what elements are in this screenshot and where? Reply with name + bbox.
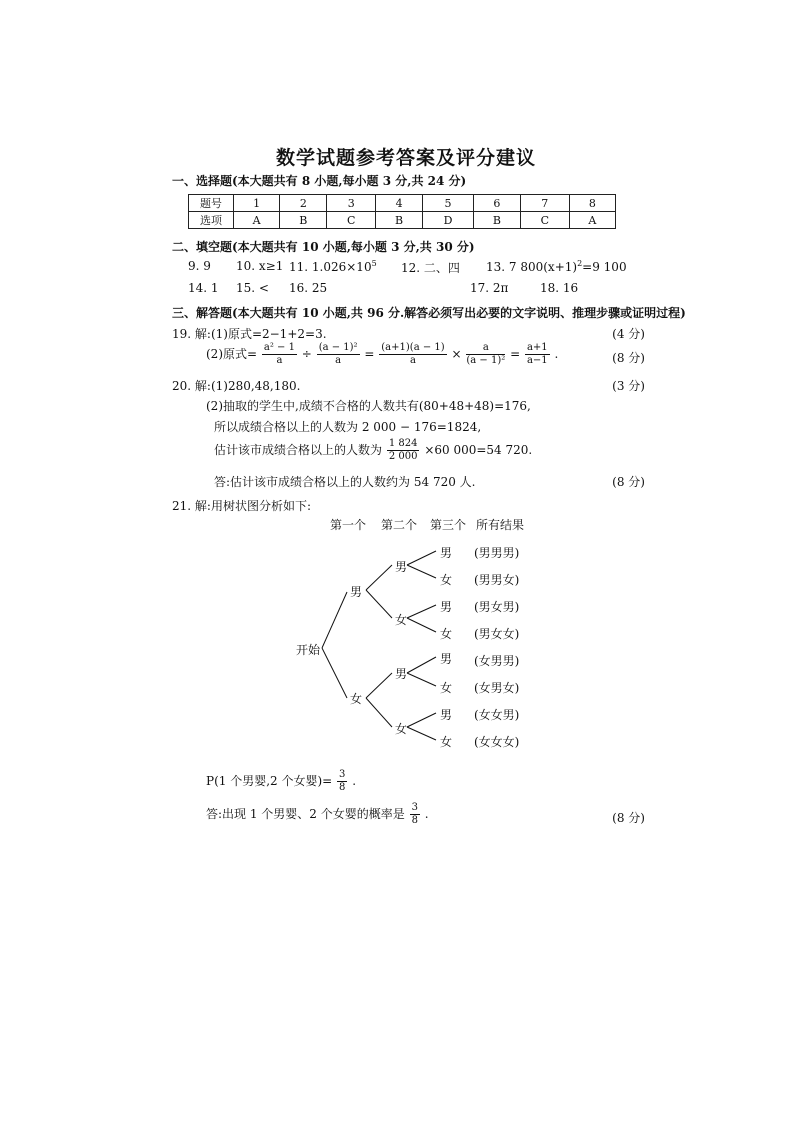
table-cell: 2 (280, 195, 327, 212)
q21-probability (206, 770, 356, 793)
table-cell: B (376, 212, 423, 229)
score-label: (8 分) (612, 811, 645, 825)
fraction (337, 770, 347, 793)
operator: × (451, 347, 462, 361)
numerator: a² − 1 (263, 342, 295, 353)
section1-heading: 一、选择题(本大题共有 8 小题,每小题 3 分,共 24 分) (172, 174, 467, 188)
branch-line (407, 727, 436, 740)
tree-node-level2: 女 (395, 722, 408, 736)
q20-line3: 所以成绩合格以上的人数为 2 000 − 176=1824, (214, 420, 482, 434)
tree-node-level3: 男 (440, 708, 453, 722)
numerator: 1 824 (388, 438, 418, 449)
tree-result: (男男女) (474, 573, 520, 587)
branch-line (407, 673, 436, 686)
branch-line (366, 673, 392, 698)
tree-node-level2: 男 (395, 560, 408, 574)
fill-answer: 15. < (236, 281, 269, 295)
score-label: (8 分) (612, 475, 645, 489)
fill-answer: 11. 1.026×10 (289, 260, 372, 274)
branch-line (366, 590, 392, 618)
row-label-number: 题号 (189, 195, 234, 212)
fraction (410, 803, 420, 826)
table-cell: C (520, 212, 569, 229)
denominator: 2 000 (388, 451, 418, 462)
tree-node-level3: 女 (440, 573, 453, 587)
branch-line (322, 592, 347, 648)
fill-answer: 18. 16 (540, 281, 579, 295)
q19-part1: 19. 解:(1)原式=2−1+2=3. (172, 327, 327, 341)
tree-header: 第一个 (330, 518, 367, 532)
branch-line (366, 565, 392, 590)
branch-line (322, 648, 347, 698)
numerator: a+1 (526, 342, 548, 353)
tree-result: (女男女) (474, 681, 520, 695)
page-title: 数学试题参考答案及评分建议 (276, 147, 537, 169)
exponent: 2 (577, 259, 583, 268)
q20-part1: 20. 解:(1)280,48,180. (172, 379, 301, 393)
branch-line (407, 605, 436, 618)
operator: = (510, 347, 521, 361)
tree-result: (女女男) (474, 708, 520, 722)
tree-root: 开始 (296, 643, 321, 657)
numerator: 3 (411, 802, 418, 813)
tree-result: (男女男) (474, 600, 520, 614)
fill-answer: 10. x≥1 (236, 259, 284, 273)
exponent: 5 (371, 259, 377, 268)
table-cell: 6 (473, 195, 520, 212)
tree-node-level3: 女 (440, 681, 453, 695)
fill-answer: 13. 7 800(x+1) (486, 260, 578, 274)
numerator: (a+1)(a − 1) (381, 342, 445, 353)
tree-node-level3: 男 (440, 600, 453, 614)
operator: ÷ (301, 347, 312, 361)
tree-header: 所有结果 (476, 518, 525, 532)
branch-line (407, 713, 436, 727)
probability-prefix: P(1 个男婴,2 个女婴)= (206, 774, 333, 788)
denominator: 8 (339, 782, 346, 793)
operator: = (364, 347, 375, 361)
numerator: 3 (339, 769, 346, 780)
branch-line (407, 551, 436, 565)
table-cell: B (473, 212, 520, 229)
fill-answer: 16. 25 (289, 281, 328, 295)
denominator: 8 (411, 815, 418, 826)
q21-intro: 21. 解:用树状图分析如下: (172, 499, 311, 513)
table-cell: 3 (327, 195, 376, 212)
q20-line4-suffix: ×60 000=54 720. (424, 443, 533, 457)
tree-node-level1: 女 (350, 692, 363, 706)
table-cell: 8 (569, 195, 615, 212)
tree-result: (女女女) (474, 735, 520, 749)
period: . (352, 774, 357, 788)
fill-answer: 12. 二、四 (401, 261, 460, 275)
tree-branches (322, 551, 436, 740)
tree-node-level2: 男 (395, 667, 408, 681)
tree-result: (女男男) (474, 654, 520, 668)
numerator: a (466, 343, 505, 355)
section2-heading: 二、填空题(本大题共有 10 小题,每小题 3 分,共 30 分) (172, 240, 475, 254)
denominator: a (409, 355, 416, 366)
q21-answer (206, 803, 429, 826)
branch-line (407, 657, 436, 673)
tree-node-level3: 女 (440, 735, 453, 749)
table-cell: A (234, 212, 280, 229)
q20-line4-prefix: 估计该市成绩合格以上的人数为 (214, 443, 383, 457)
table-cell: 1 (234, 195, 280, 212)
table-cell: A (569, 212, 615, 229)
tree-result: (男女女) (474, 627, 520, 641)
branch-line (407, 565, 436, 578)
section3-heading: 三、解答题(本大题共有 10 小题,共 96 分.解答必须写出必要的文字说明、推理步骤或证明过程) (172, 306, 686, 320)
table-cell: 5 (423, 195, 474, 212)
q19-prefix: (2)原式= (206, 347, 258, 361)
score-label: (4 分) (612, 327, 645, 341)
denominator: a (335, 355, 342, 366)
q20-answer: 答:估计该市成绩合格以上的人数约为 54 720 人. (214, 475, 476, 489)
fill-answer: 17. 2π (470, 281, 509, 295)
branch-line (407, 618, 436, 632)
row-label-answer: 选项 (189, 212, 234, 229)
table-cell: D (423, 212, 474, 229)
denominator: (a − 1)² (466, 355, 506, 366)
score-label: (3 分) (612, 379, 645, 393)
score-label: (8 分) (612, 351, 645, 365)
tree-node-level2: 女 (395, 613, 408, 627)
tree-node-level3: 男 (440, 652, 453, 666)
tree-header: 第二个 (381, 518, 418, 532)
answer-prefix: 答:出现 1 个男婴、2 个女婴的概率是 (206, 807, 405, 821)
tree-result: (男男男) (474, 546, 520, 560)
q20-line2: (2)抽取的学生中,成绩不合格的人数共有(80+48+48)=176, (206, 399, 531, 413)
tree-node-level3: 男 (440, 546, 453, 560)
tree-node-level3: 女 (440, 627, 453, 641)
denominator: a−1 (526, 355, 548, 366)
denominator: a (276, 355, 283, 366)
fill-answer: 9. 9 (188, 259, 211, 273)
period: . (424, 807, 429, 821)
numerator: (a − 1)² (318, 342, 358, 353)
tree-header: 第三个 (430, 518, 467, 532)
table-cell: 7 (520, 195, 569, 212)
branch-line (366, 698, 392, 727)
tree-node-level1: 男 (350, 585, 363, 599)
period: . (554, 347, 559, 361)
fill-answer: 14. 1 (188, 281, 219, 295)
table-cell: 4 (376, 195, 423, 212)
fill-answer: =9 100 (582, 260, 627, 274)
table-cell: B (280, 212, 327, 229)
table-cell: C (327, 212, 376, 229)
